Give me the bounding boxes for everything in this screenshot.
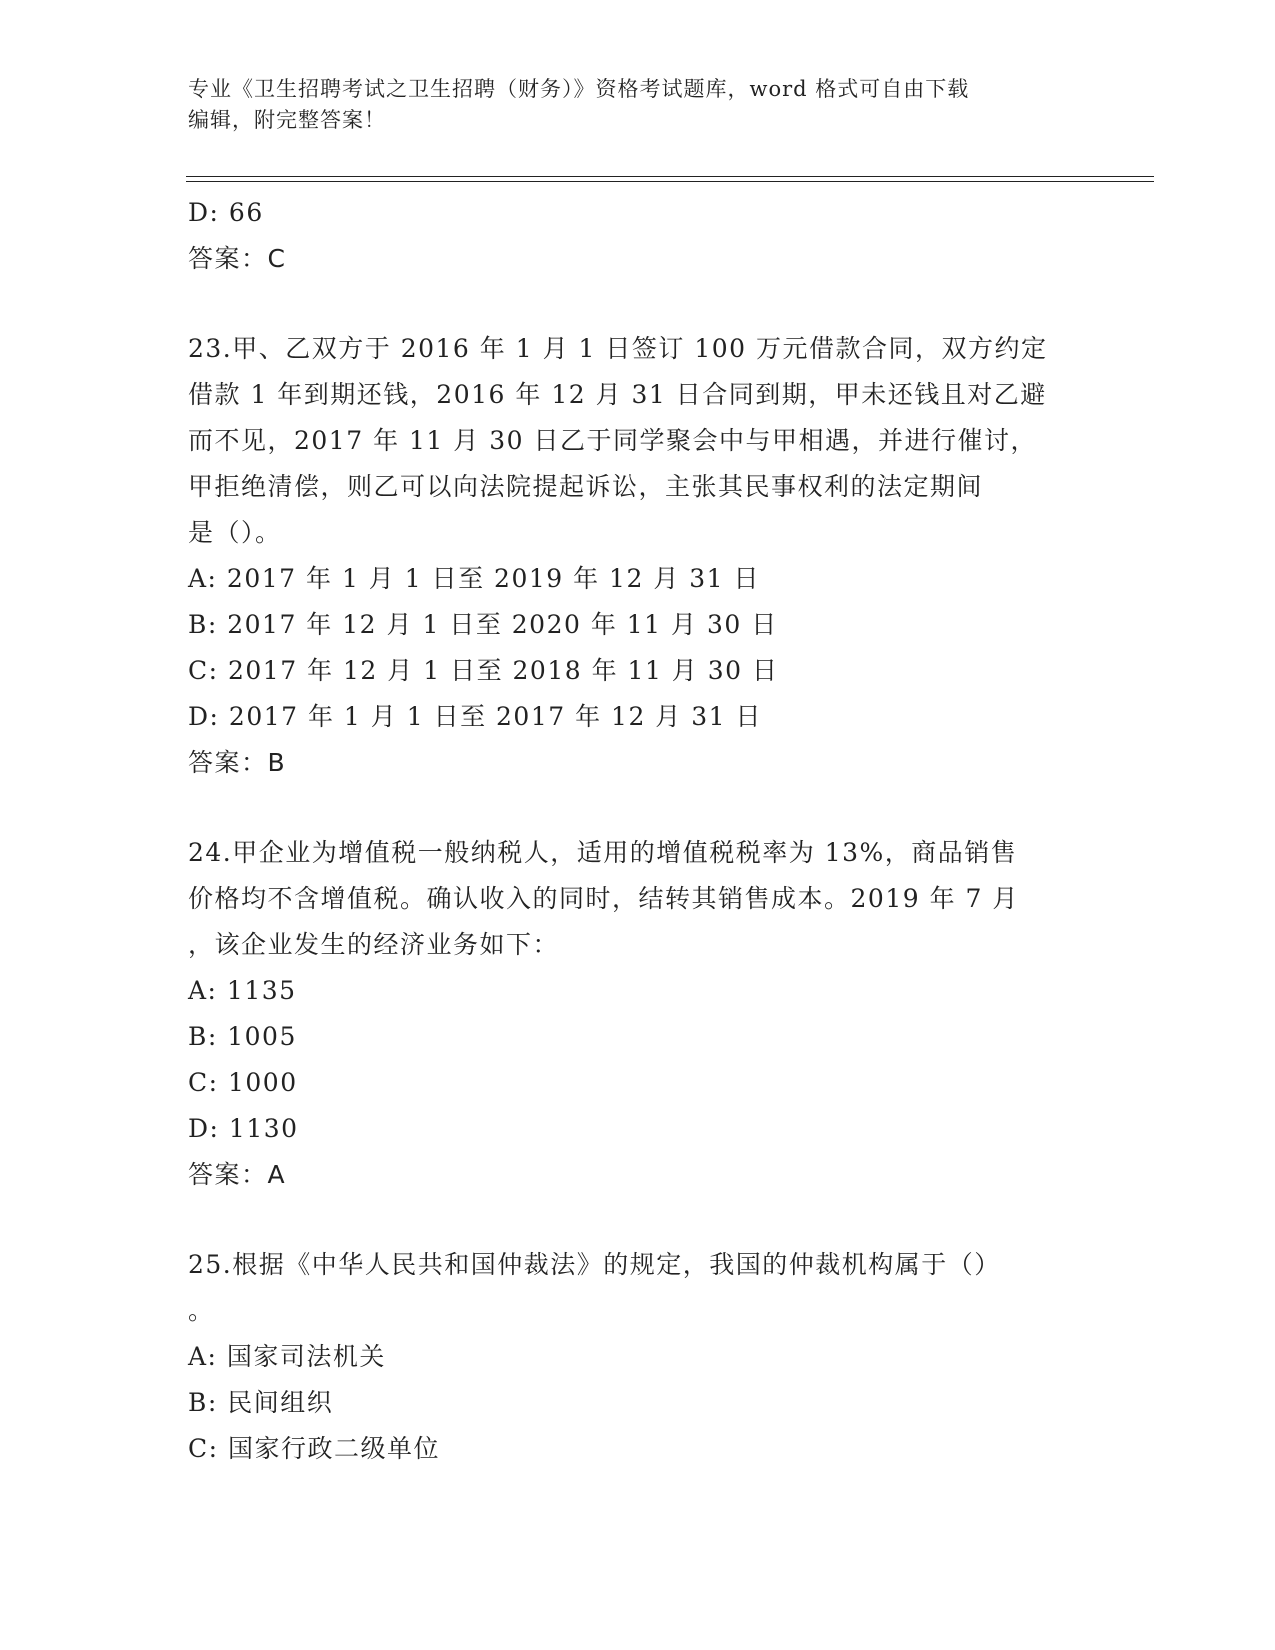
answer-line: 答案：A bbox=[188, 1160, 287, 1189]
stem-line: 是（）。 bbox=[188, 518, 282, 547]
stem-line: 25.根据《中华人民共和国仲裁法》的规定，我国的仲裁机构属于（） bbox=[188, 1250, 1001, 1279]
header-line-1: 专业《卫生招聘考试之卫生招聘（财务）》资格考试题库，word 格式可自由下载 bbox=[188, 77, 970, 101]
header-rule-bottom bbox=[186, 181, 1154, 182]
stem-line: 甲拒绝清偿，则乙可以向法院提起诉讼，主张其民事权利的法定期间 bbox=[188, 472, 984, 501]
spacer bbox=[188, 786, 1078, 830]
spacer bbox=[188, 282, 1078, 326]
header-rule-top bbox=[186, 176, 1154, 177]
option-a: A: 2017 年 1 月 1 日至 2019 年 12 月 31 日 bbox=[188, 564, 761, 593]
page-header bbox=[188, 74, 1078, 136]
stem-line: 。 bbox=[188, 1296, 215, 1325]
question-stem bbox=[188, 830, 1078, 968]
stem-line: 价格均不含增值税。确认收入的同时，结转其销售成本。2019 年 7 月 bbox=[188, 884, 1019, 913]
option-a: A: 1135 bbox=[188, 976, 297, 1005]
answer-line: 答案：B bbox=[188, 748, 287, 777]
spacer bbox=[188, 1198, 1078, 1242]
question-stem bbox=[188, 1242, 1078, 1334]
stem-line: 借款 1 年到期还钱，2016 年 12 月 31 日合同到期，甲未还钱且对乙避 bbox=[188, 380, 1047, 409]
question-23 bbox=[188, 326, 1078, 786]
option-d: D: 1130 bbox=[188, 1114, 299, 1143]
option-c: C: 国家行政二级单位 bbox=[188, 1434, 440, 1463]
option-a: A: 国家司法机关 bbox=[188, 1342, 386, 1371]
option-c: C: 1000 bbox=[188, 1068, 298, 1097]
stem-line: 24.甲企业为增值税一般纳税人，适用的增值税税率为 13%，商品销售 bbox=[188, 838, 1018, 867]
question-22-tail bbox=[188, 190, 1078, 282]
header-line-2: 编辑，附完整答案！ bbox=[188, 108, 386, 132]
stem-line: ，该企业发生的经济业务如下： bbox=[188, 930, 560, 959]
stem-line: 23.甲、乙双方于 2016 年 1 月 1 日签订 100 万元借款合同，双方约定 bbox=[188, 334, 1048, 363]
option-b: B: 民间组织 bbox=[188, 1388, 334, 1417]
question-25 bbox=[188, 1242, 1078, 1472]
option-c: C: 2017 年 12 月 1 日至 2018 年 11 月 30 日 bbox=[188, 656, 779, 685]
option-b: B: 2017 年 12 月 1 日至 2020 年 11 月 30 日 bbox=[188, 610, 778, 639]
stem-line: 而不见，2017 年 11 月 30 日乙于同学聚会中与甲相遇，并进行催讨， bbox=[188, 426, 1037, 455]
option-b: B: 1005 bbox=[188, 1022, 297, 1051]
answer-line: 答案：C bbox=[188, 244, 287, 273]
question-content bbox=[188, 190, 1078, 1472]
question-24 bbox=[188, 830, 1078, 1198]
option-d: D: 2017 年 1 月 1 日至 2017 年 12 月 31 日 bbox=[188, 702, 763, 731]
question-stem bbox=[188, 326, 1078, 556]
option-d: D: 66 bbox=[188, 198, 264, 227]
